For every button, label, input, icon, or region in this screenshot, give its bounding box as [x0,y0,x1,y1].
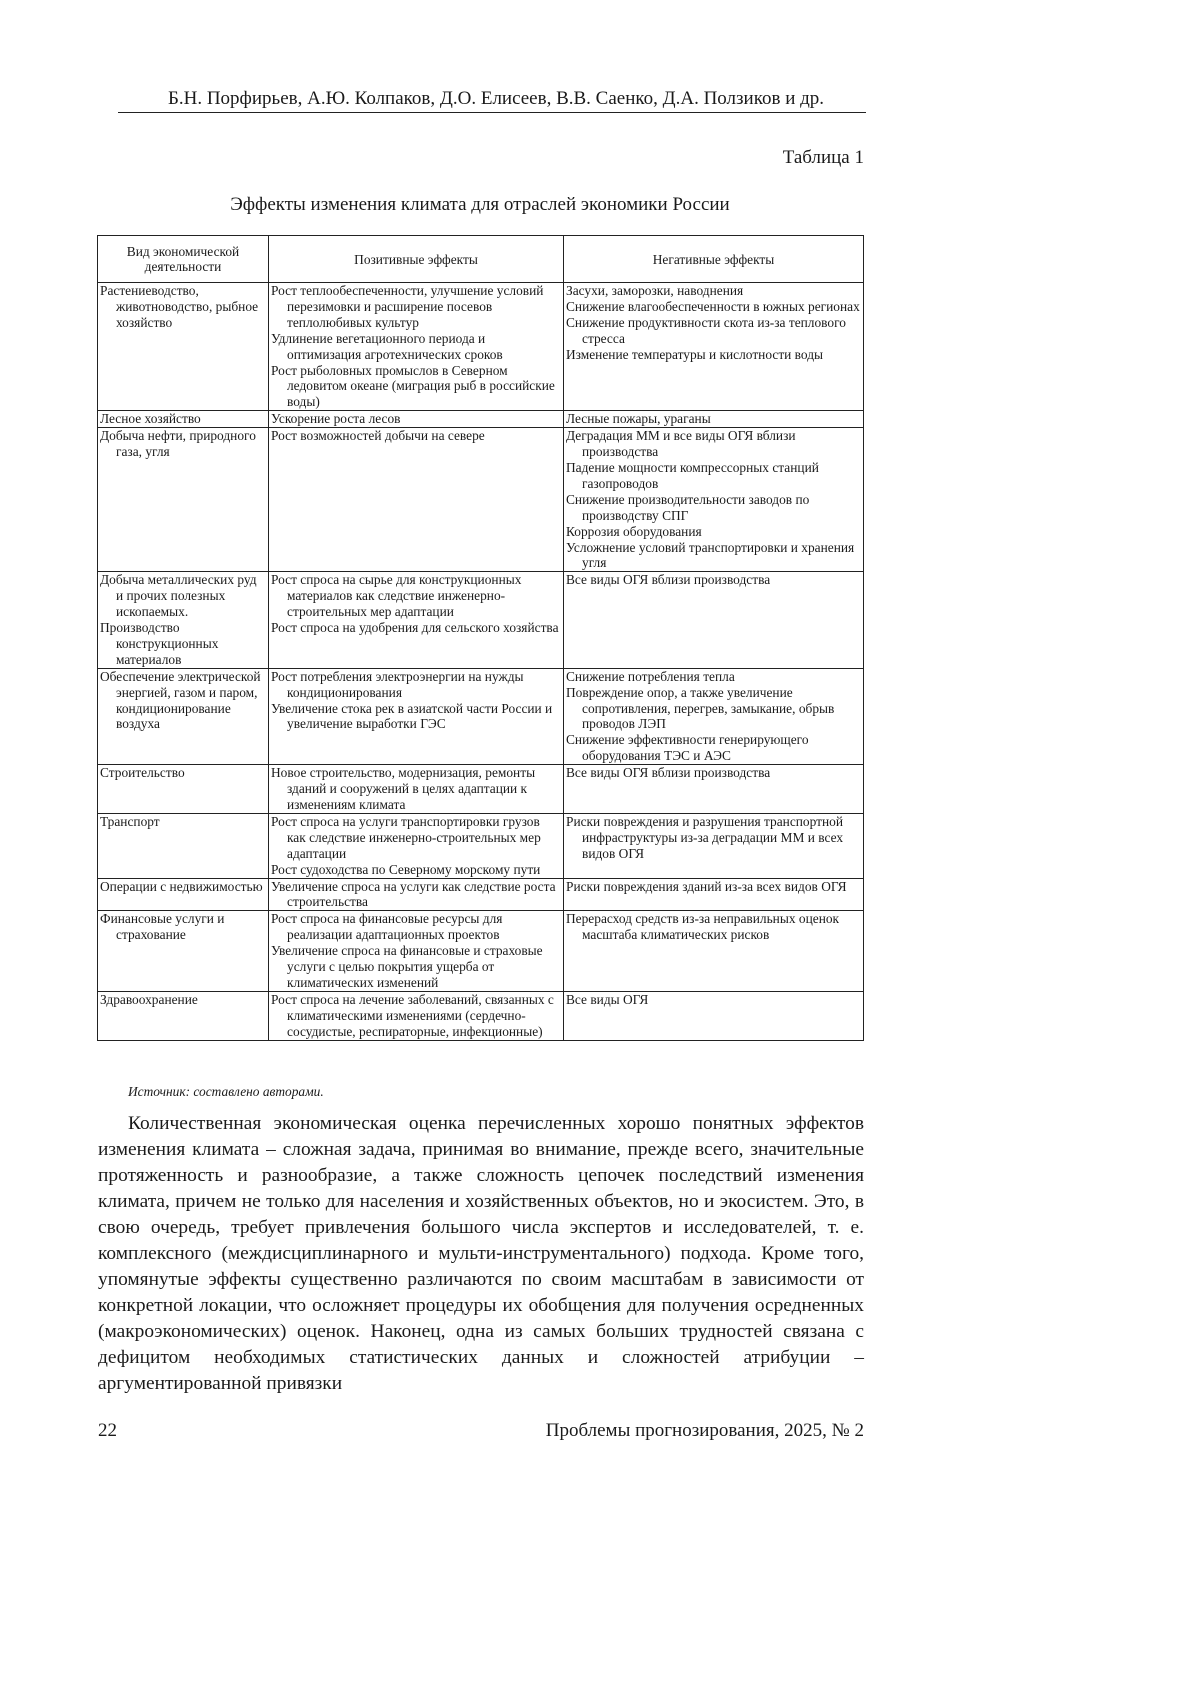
positive-effects-cell [269,991,564,1040]
table-body [98,283,864,1041]
table-number: Таблица 1 [782,147,864,168]
table-row [98,878,864,911]
sector-cell [98,572,269,668]
negative-entry: Повреждение опор, а также увеличение сопротивления, перегрев, замыкание, обрыв проводов ЛЭП [566,684,835,732]
negative-entry: Лесные пожары, ураганы [566,411,711,427]
positive-entry: Рост рыболовных промыслов в Северном ледовитом океане (миграция рыб в российские воды) [271,362,555,410]
table-row [98,411,864,428]
positive-entry: Рост спроса на финансовые ресурсы для реализации адаптационных проектов [271,911,503,943]
climate-effects-table [97,235,864,1041]
negative-entry: Риски повреждения зданий из-за всех видов ОГЯ [566,878,847,894]
negative-entry: Риски повреждения и разрушения транспортной инфраструктуры из-за деградации ММ и всех видов ОГЯ [566,813,844,861]
sector-entry: Операции с недвижимостью [100,878,263,894]
positive-entry: Рост потребления электроэнергии на нужды кондиционирования [271,668,524,700]
sector-cell [98,668,269,764]
positive-effects-cell [269,668,564,764]
table-row [98,911,864,992]
negative-entry: Изменение температуры и кислотности воды [566,346,824,362]
negative-entry: Снижение эффективности генерирующего оборудования ТЭС и АЭС [566,732,809,764]
negative-effects-cell [564,911,864,992]
negative-effects-cell [564,411,864,428]
table-row [98,991,864,1040]
header-rule [118,112,866,113]
positive-entry: Рост спроса на удобрения для сельского хозяйства [271,620,559,636]
column-header-negative: Негативные эффекты [564,236,864,283]
table-row [98,283,864,411]
negative-effects-cell [564,813,864,878]
positive-effects-cell [269,878,564,911]
table-row [98,668,864,764]
negative-effects-cell [564,991,864,1040]
positive-entry: Увеличение стока рек в азиатской части России и увеличение выработки ГЭС [271,700,553,732]
negative-entry: Коррозия оборудования [566,523,702,539]
negative-entry: Засухи, заморозки, наводнения [566,283,744,298]
negative-entry: Падение мощности компрессорных станций газопроводов [566,459,819,491]
negative-entry: Снижение производительности заводов по производству СПГ [566,491,810,523]
sector-cell [98,813,269,878]
positive-entry: Рост спроса на лечение заболеваний, связанных с климатическими изменениями (сердечно-сосудистые, респираторные, инфекционные) [271,991,554,1039]
positive-effects-cell [269,572,564,668]
column-header-sector: Вид экономической деятельности [98,236,269,283]
sector-entry: Обеспечение электрической энергией, газом и паром, кондиционирование воздуха [100,668,261,732]
sector-cell [98,283,269,411]
negative-entry: Снижение влагообеспеченности в южных регионах [566,298,860,314]
negative-effects-cell [564,283,864,411]
table-header-row [98,236,864,283]
sector-entry: Растениеводство, животноводство, рыбное хозяйство [100,283,259,330]
positive-entry: Рост теплообеспеченности, улучшение условий перезимовки и расширение посевов теплолюбивых культур [271,283,544,330]
positive-effects-cell [269,911,564,992]
sector-cell [98,428,269,572]
negative-effects-cell [564,765,864,814]
sector-entry: Добыча нефти, природного газа, угля [100,428,256,460]
negative-effects-cell [564,878,864,911]
sector-cell [98,411,269,428]
negative-entry: Все виды ОГЯ [566,991,649,1007]
positive-effects-cell [269,411,564,428]
sector-entry: Здравоохранение [100,991,198,1007]
sector-entry: Строительство [100,765,185,781]
running-head-authors: Б.Н. Порфирьев, А.Ю. Колпаков, Д.О. Елисеев, В.В. Саенко, Д.А. Ползиков и др. [167,88,825,109]
positive-effects-cell [269,428,564,572]
positive-entry: Рост спроса на услуги транспортировки грузов как следствие инженерно-строительных мер адаптации [271,813,541,861]
sector-entry: Транспорт [100,813,160,829]
sector-entry: Финансовые услуги и страхование [100,911,225,943]
negative-entry: Все виды ОГЯ вблизи производства [566,572,771,588]
column-header-positive: Позитивные эффекты [269,236,564,283]
table-source-note: Источник: составлено авторами. [128,1084,324,1099]
journal-footer: Проблемы прогнозирования, 2025, № 2 [545,1420,864,1441]
positive-effects-cell [269,283,564,411]
sector-cell [98,911,269,992]
positive-effects-cell [269,813,564,878]
sector-cell [98,765,269,814]
table-title: Эффекты изменения климата для отраслей экономики России [230,194,730,215]
negative-entry: Все виды ОГЯ вблизи производства [566,765,771,781]
positive-entry: Рост возможностей добычи на севере [271,428,485,444]
negative-effects-cell [564,668,864,764]
body-paragraph: Количественная экономическая оценка перечисленных хорошо понятных эффектов изменения климата – сложная задача, принимая во внимание, прежде всего, значительные протяженность и разнообразие, а также сложность цепочек последствий изменения климата, причем не только для населения и хозяйственных объектов, но и экосистем. Это, в свою очередь, требует привлечения большого числа экспертов и исследователей, т. е. комплексного (междисциплинарного и мульти-инструментального) подхода. Кроме того, упомянутые эффекты существенно различаются по своим масштабам в зависимости от конкретной локации, что осложняет процедуры их обобщения для получения осредненных (макроэкономических) оценок. Наконец, одна из самых больших трудностей связана с дефицитом необходимых статистических данных и сложностей атрибуции – аргументированной привязки [98,1113,864,1394]
sector-cell [98,991,269,1040]
sector-entry: Добыча металлических руд и прочих полезных ископаемых. [100,572,257,620]
negative-entry: Усложнение условий транспортировки и хранения угля [566,539,855,571]
positive-entry: Увеличение спроса на услуги как следствие роста строительства [271,878,556,910]
negative-entry: Снижение продуктивности скота из-за теплового стресса [566,314,846,346]
table-row [98,813,864,878]
negative-entry: Перерасход средств из-за неправильных оценок масштаба климатических рисков [566,911,840,943]
table-row [98,428,864,572]
table-row [98,572,864,668]
positive-entry: Ускорение роста лесов [271,411,401,427]
positive-entry: Новое строительство, модернизация, ремонты зданий и сооружений в целях адаптации к изменениям климата [271,765,536,812]
positive-effects-cell [269,765,564,814]
negative-entry: Деградация ММ и все виды ОГЯ вблизи производства [566,428,796,460]
positive-entry: Удлинение вегетационного периода и оптимизация агротехнических сроков [271,330,503,362]
table-row [98,765,864,814]
negative-effects-cell [564,428,864,572]
page-number: 22 [98,1420,117,1441]
positive-entry: Рост судоходства по Северному морскому пути [271,861,541,877]
sector-cell [98,878,269,911]
positive-entry: Увеличение спроса на финансовые и страховые услуги с целью покрытия ущерба от климатических изменений [271,943,543,990]
positive-entry: Рост спроса на сырье для конструкционных материалов как следствие инженерно-строительных мер адаптации [271,572,522,620]
negative-entry: Снижение потребления тепла [566,668,735,684]
negative-effects-cell [564,572,864,668]
sector-entry: Лесное хозяйство [100,411,201,427]
sector-entry: Производство конструкционных материалов [100,620,219,667]
